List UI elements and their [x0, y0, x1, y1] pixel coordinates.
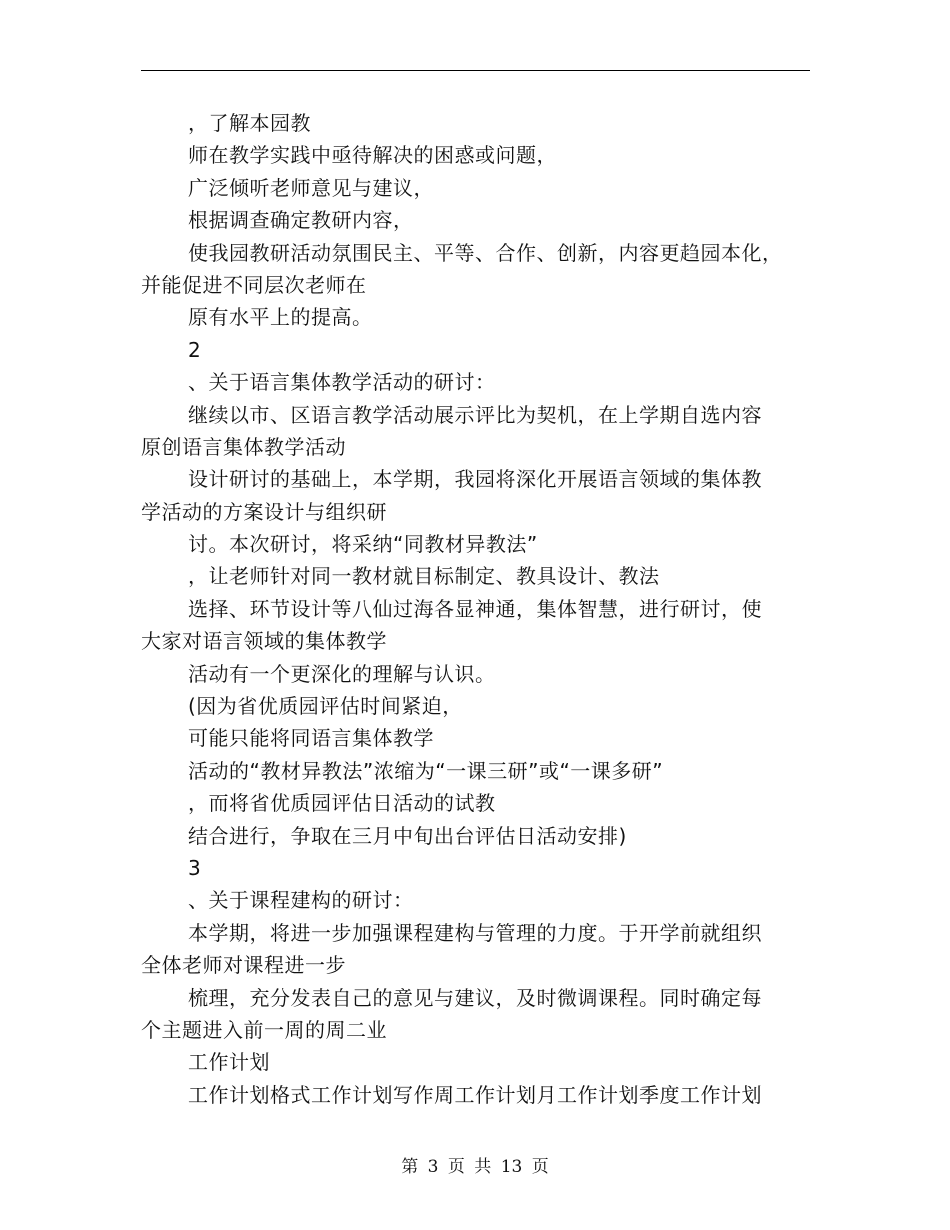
text-line: 原有水平上的提高。: [188, 305, 373, 330]
text-line: 讨。本次研讨，将采纳“同教材异教法”: [188, 532, 538, 557]
text-line: 广泛倾听老师意见与建议，: [188, 175, 434, 200]
text-line: 个主题进入前一周的周二业: [141, 1017, 387, 1042]
text-line: 活动有一个更深化的理解与认识。: [188, 661, 496, 686]
text-line: 师在教学实践中亟待解决的困惑或问题，: [188, 143, 557, 168]
header-rule: [141, 70, 810, 71]
text-line: 根据调查确定教研内容，: [188, 208, 414, 233]
text-line: 选择、环节设计等八仙过海各显神通，集体智慧，进行研讨，使: [188, 596, 762, 621]
text-line: ，让老师针对同一教材就目标制定、教具设计、教法: [188, 564, 660, 589]
text-line: 学活动的方案设计与组织研: [141, 499, 387, 524]
text-line: 并能促进不同层次老师在: [141, 272, 367, 297]
text-line: 全体老师对课程进一步: [141, 953, 346, 978]
text-line: 3: [188, 855, 202, 880]
text-line: ，而将省优质园评估日活动的试教: [188, 791, 496, 816]
text-line: 设计研讨的基础上，本学期，我园将深化开展语言领域的集体教: [188, 467, 762, 492]
text-line: 工作计划格式工作计划写作周工作计划月工作计划季度工作计划: [188, 1082, 762, 1107]
text-line: 2: [188, 337, 202, 362]
document-body: [141, 107, 811, 1111]
text-line: 可能只能将同语言集体教学: [188, 726, 434, 751]
text-line: 工作计划: [188, 1050, 270, 1075]
text-line: 使我园教研活动氛围民主、平等、合作、创新，内容更趋园本化，: [188, 240, 783, 265]
text-line: ，了解本园教: [188, 111, 311, 135]
text-line: 本学期，将进一步加强课程建构与管理的力度。于开学前就组织: [188, 920, 762, 945]
text-line: 继续以市、区语言教学活动展示评比为契机，在上学期自选内容: [188, 402, 762, 427]
page-footer: 第 3 页 共 13 页: [401, 1157, 549, 1177]
text-line: 结合进行，争取在三月中旬出台评估日活动安排): [188, 823, 627, 848]
text-line: 、关于课程建构的研讨：: [188, 888, 414, 913]
text-line: (因为省优质园评估时间紧迫，: [188, 694, 463, 719]
text-line: 梳理，充分发表自己的意见与建议，及时微调课程。同时确定每: [188, 985, 762, 1010]
text-line: 大家对语言领域的集体教学: [141, 629, 387, 654]
text-line: 、关于语言集体教学活动的研讨：: [188, 370, 496, 395]
text-line: 原创语言集体教学活动: [141, 434, 346, 459]
text-line: 活动的“教材异教法”浓缩为“一课三研”或“一课多研”: [188, 758, 664, 783]
